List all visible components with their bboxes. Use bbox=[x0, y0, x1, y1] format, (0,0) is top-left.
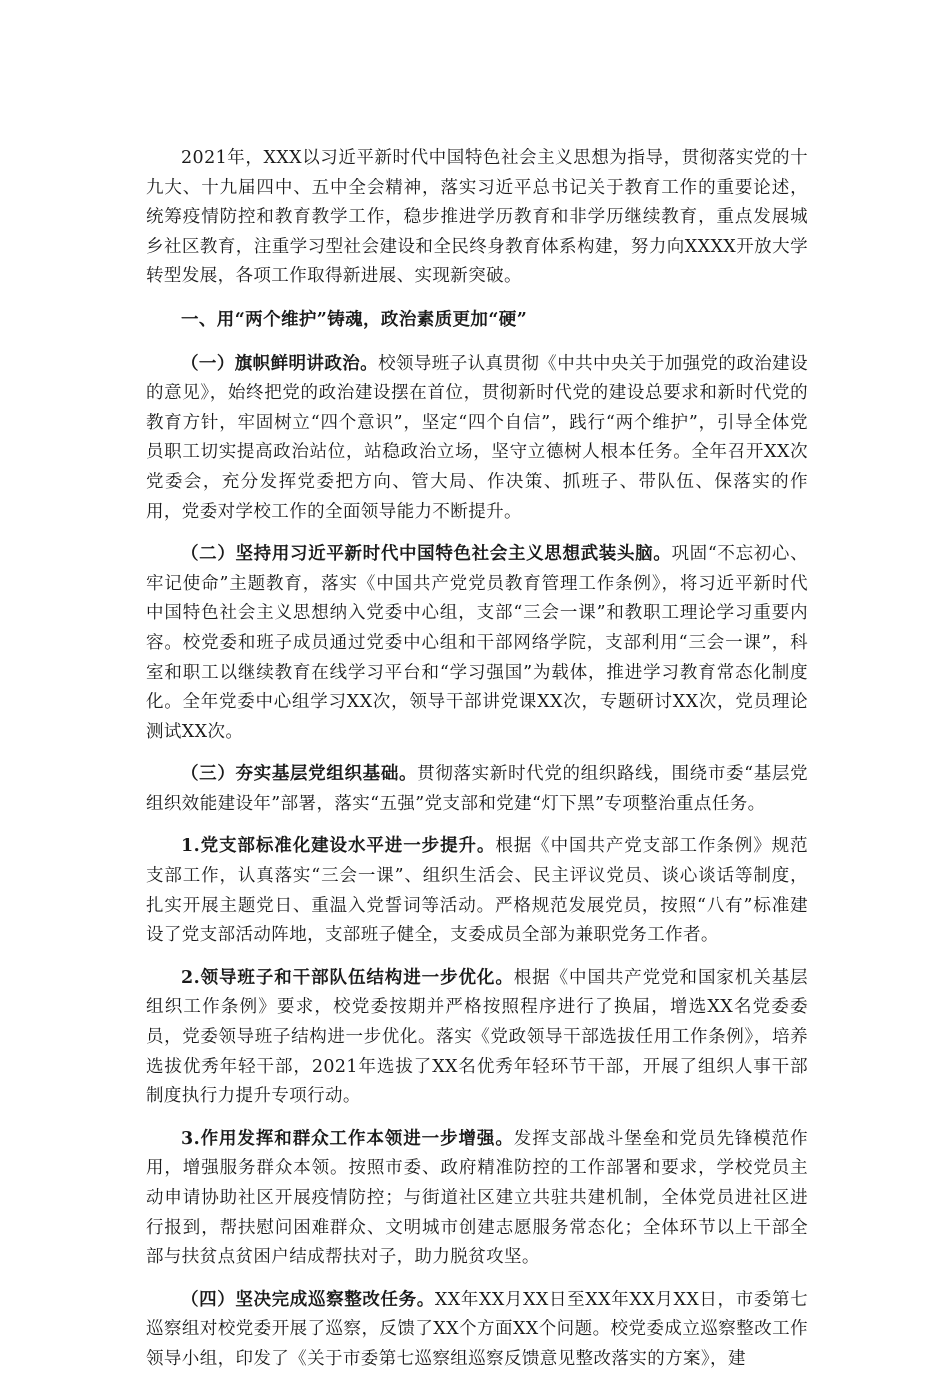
paragraph-branch-standardization bbox=[146, 832, 808, 950]
paragraph-theory-study bbox=[146, 540, 808, 747]
paragraph-lead: 3.作用发挥和群众工作本领进一步增强。 bbox=[181, 1128, 514, 1149]
paragraph-uphold-politics bbox=[146, 350, 808, 528]
paragraph-lead: 2.领导班子和干部队伍结构进一步优化。 bbox=[181, 967, 514, 988]
paragraph-leadership-structure bbox=[146, 964, 808, 1112]
paragraph-body: 校领导班子认真贯彻《中共中央关于加强党的政治建设的意见》，始终把党的政治建设摆在首位，贯彻新时代党的建设总要求和新时代党的教育方针，牢固树立“四个意识”，坚定“四个自信”，践行“两个维护”，引导全体党员职工切实提高政治站位，站稳政治立场，坚守立德树人根本任务。全年召开XX次党委会，充分发挥党委把方向、管大局、作决策、抓班子、带队伍、保落实的作用，党委对学校工作的全面领导能力不断提升。 bbox=[146, 353, 808, 522]
document-page bbox=[146, 144, 808, 1375]
paragraph-grassroots bbox=[146, 760, 808, 819]
paragraph-body: 发挥支部战斗堡垒和党员先锋模范作用，增强服务群众本领。按照市委、政府精准防控的工作部署和要求，学校党员主动申请协助社区开展疫情防控；与街道社区建立共驻共建机制，全体党员进社区进行报到，帮扶慰问困难群众、文明城市创建志愿服务常态化；全体环节以上干部全部与扶贫点贫困户结成帮扶对子，助力脱贫攻坚。 bbox=[146, 1128, 808, 1268]
intro-paragraph: 2021年，XXX以习近平新时代中国特色社会主义思想为指导，贯彻落实党的十九大、十九届四中、五中全会精神，落实习近平总书记关于教育工作的重要论述，统筹疫情防控和教育教学工作，稳步推进学历教育和非学历继续教育，重点发展城乡社区教育，注重学习型社会建设和全民终身教育体系构建，努力向XXXX开放大学转型发展，各项工作取得新进展、实现新突破。 bbox=[146, 148, 808, 287]
paragraph-body: XX年XX月XX日至XX年XX月XX日，市委第七巡察组对校党委开展了巡察，反馈了XX个方面XX个问题。校党委成立巡察整改工作领导小组，印发了《关于市委第七巡察组巡察反馈意见整改落实的方案》，建 bbox=[146, 1289, 808, 1369]
paragraph-inspection-rectification bbox=[146, 1286, 808, 1375]
paragraph-body: 巩固“不忘初心、牢记使命”主题教育，落实《中国共产党党员教育管理工作条例》，将习近平新时代中国特色社会主义思想纳入党委中心组，支部“三会一课”和教职工理论学习重要内容。校党委和班子成员通过党委中心组和干部网络学院，支部利用“三会一课”，科室和职工以继续教育在线学习平台和“学习强国”为载体，推进学习教育常态化制度化。全年党委中心组学习XX次，领导干部讲党课XX次，专题研讨XX次，党员理论测试XX次。 bbox=[146, 544, 808, 742]
section-heading-1: 一、用“两个维护”铸魂，政治素质更加“硬” bbox=[181, 309, 528, 330]
paragraph-lead: （四）坚决完成巡察整改任务。 bbox=[181, 1289, 435, 1310]
paragraph-lead: （二）坚持用习近平新时代中国特色社会主义思想武装头脑。 bbox=[181, 544, 672, 565]
paragraph-lead: （一）旗帜鲜明讲政治。 bbox=[181, 353, 379, 374]
paragraph-lead: （三）夯实基层党组织基础。 bbox=[181, 764, 418, 785]
paragraph-body: 根据《中国共产党党和国家机关基层组织工作条例》要求，校党委按期并严格按照程序进行了换届，增选XX名党委委员，党委领导班子结构进一步优化。落实《党政领导干部选拔任用工作条例》，培养选拔优秀年轻干部，2021年选拔了XX名优秀年轻环节干部，开展了组织人事干部制度执行力提升专项行动。 bbox=[146, 967, 808, 1107]
paragraph-lead: 1.党支部标准化建设水平进一步提升。 bbox=[181, 836, 496, 857]
paragraph-mass-work bbox=[146, 1125, 808, 1273]
paragraph-body: 贯彻落实新时代党的组织路线，围绕市委“基层党组织效能建设年”部署，落实“五强”党支部和党建“灯下黑”专项整治重点任务。 bbox=[146, 764, 809, 814]
paragraph-body: 根据《中国共产党支部工作条例》规范支部工作，认真落实“三会一课”、组织生活会、民主评议党员、谈心谈话等制度，扎实开展主题党日、重温入党誓词等活动。严格规范发展党员，按照“八有”标准建设了党支部活动阵地，支部班子健全，支委成员全部为兼职党务工作者。 bbox=[146, 836, 808, 946]
